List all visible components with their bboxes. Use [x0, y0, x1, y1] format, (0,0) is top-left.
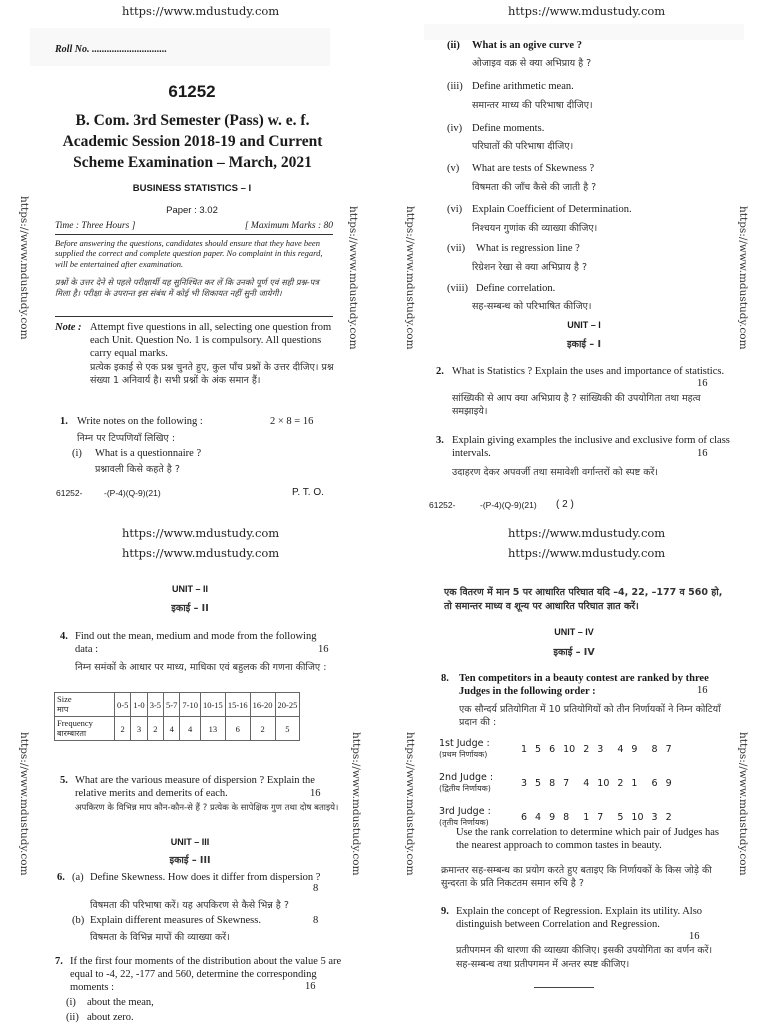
item-text: Define moments.	[472, 123, 545, 134]
q8-instruction: Use the rank correlation to determine which pair of Judges has the nearest approach to common tastes in beauty.	[456, 827, 719, 852]
table-cell: 13	[200, 717, 225, 741]
item-text-hi: ओजाइव वक्र से क्या अभिप्राय है ?	[472, 58, 592, 69]
q2-text-hi: सांख्यिकी से आप क्या अभिप्राय है ? सांख्यिकी की उपयोगिता तथा महत्व समझाइये।	[452, 393, 701, 418]
table-cell: 5-7	[164, 693, 180, 717]
paper-number: Paper : 3.02	[166, 205, 218, 216]
judge-name-hi: (प्रथम निर्णायक)	[439, 750, 488, 759]
item-number: (v)	[447, 163, 460, 174]
footer-page: ( 2 )	[556, 499, 574, 510]
title-line: B. Com. 3rd Semester (Pass) w. e. f.	[75, 112, 310, 129]
rank-table	[439, 738, 676, 828]
frequency-table	[54, 692, 300, 741]
footer-pto: P. T. O.	[292, 487, 324, 498]
q7-number: 7.	[55, 956, 63, 967]
rank-cell: 3	[597, 743, 604, 755]
spacer-row	[439, 760, 676, 772]
table-cell: 5	[275, 717, 300, 741]
judge-label	[439, 772, 517, 794]
q6b-text-hi: विषमता के विभिन्न मापों की व्याख्या करें।	[90, 932, 230, 943]
item-text-hi: विषमता की जाँच कैसे की जाती है ?	[472, 182, 597, 193]
item-text-hi: समान्तर माध्य की परिभाषा दीजिए।	[472, 100, 593, 111]
rank-cell: 1	[631, 777, 638, 789]
judge-label	[439, 738, 517, 760]
table-row	[439, 806, 676, 828]
rank-cell: 3	[521, 777, 528, 789]
instruction-hi: प्रश्नों के उत्तर देने से पहले परीक्षार्थी यह सुनिश्चित कर लें कि उनको पूर्ण एवं सही प्रश्न-पत्र मिला है। परीक्षा के उपरान्त इस संबंध में कोई भी शिकायत नहीं सुनी जायेगी।	[55, 277, 319, 298]
q7-marks: 16	[305, 981, 316, 992]
item-number: (vi)	[447, 204, 463, 215]
spacer	[439, 794, 676, 806]
judge-name-hi: (तृतीय निर्णायक)	[439, 818, 489, 827]
item-text: Explain Coefficient of Determination.	[472, 204, 632, 215]
q8-marks: 16	[697, 685, 708, 696]
unit-heading: UNIT – I	[567, 320, 601, 330]
judge-name: 2nd Judge :	[439, 772, 494, 783]
rank-cell: 5	[617, 811, 624, 823]
rank-cell: 10	[563, 743, 576, 755]
subject-title: BUSINESS STATISTICS – I	[132, 183, 252, 194]
header-url[interactable]: https://www.mdustudy.com	[122, 526, 280, 540]
q9-number: 9.	[441, 906, 449, 917]
q8-number: 8.	[441, 673, 449, 684]
note-label: Note :	[55, 322, 82, 333]
size-label-hi: माप	[57, 705, 69, 714]
rank-cell: 4	[617, 743, 624, 755]
side-url[interactable]: https://www.mdustudy.com	[347, 206, 359, 350]
judge-name: 3rd Judge :	[439, 806, 491, 817]
item-number: (ii)	[447, 40, 460, 51]
paper-code: 61252	[168, 82, 216, 101]
q9-text: Explain the concept of Regression. Explain its utility. Also distinguish between Correlation and Regression.	[456, 906, 703, 931]
rank-cell: 5	[535, 743, 542, 755]
rank-cell: 6	[549, 743, 556, 755]
footer-set: -(P-4)(Q-9)(21)	[104, 488, 161, 498]
q5-number: 5.	[60, 775, 68, 786]
q3-marks: 16	[697, 448, 708, 459]
rank-cell: 8	[549, 777, 556, 789]
q2-text: What is Statistics ? Explain the uses and importance of statistics.	[452, 366, 725, 377]
q6a-num: (a)	[72, 872, 84, 883]
table-cell: 4	[164, 717, 180, 741]
unit-heading: UNIT – IV	[554, 627, 594, 637]
rank-cell: 2	[665, 811, 672, 823]
header-url[interactable]: https://www.mdustudy.com	[122, 546, 280, 560]
unit-heading: UNIT – III	[170, 837, 210, 847]
q8-text: Ten competitors in a beauty contest are ranked by three Judges in the following order :	[459, 673, 709, 698]
q8-text-hi: एक सौन्दर्य प्रतियोगिता में 10 प्रतियोगियों को तीन निर्णायकों ने निम्न कोटियाँ प्रदान की :	[459, 704, 721, 729]
q1-number: 1.	[60, 416, 68, 427]
side-url[interactable]: https://www.mdustudy.com	[737, 206, 749, 350]
q4-number: 4.	[60, 631, 68, 642]
item-text-hi: रिग्रेशन रेखा से क्या अभिप्राय है ?	[472, 262, 588, 273]
header-url[interactable]: https://www.mdustudy.com	[508, 526, 666, 540]
table-cell: 3-5	[147, 693, 163, 717]
title-line: Academic Session 2018-19 and Current	[62, 133, 323, 150]
rank-cell: 4	[583, 777, 590, 789]
footer-code: 61252-	[56, 488, 83, 498]
time-label: Time : Three Hours ]	[55, 221, 136, 231]
title-line: Scheme Examination – March, 2021	[73, 154, 312, 171]
item-text-hi: निश्चयन गुणांक की व्याख्या कीजिए।	[472, 223, 598, 234]
instruction-en: Before answering the questions, candidates should ensure that they have been supplied the correct and complete question paper. No complaint in this regard, will be entertained after examination.	[55, 238, 323, 269]
unit-heading-hi: इकाई – IV	[553, 647, 595, 658]
rank-cell: 9	[631, 743, 638, 755]
q4-text: Find out the mean, medium and mode from the following data :	[75, 631, 317, 656]
table-cell: 16-20	[250, 693, 275, 717]
rank-cell: 10	[597, 777, 610, 789]
table-cell: 2	[147, 717, 163, 741]
table-cell: 2	[115, 717, 131, 741]
divider	[55, 316, 333, 317]
q3-text-hi: उदाहरण देकर अपवर्जी तथा समावेशी वर्गान्तरों को स्पष्ट करें।	[452, 467, 659, 478]
roll-number: Roll No. ..............................	[55, 44, 167, 55]
q6a-text-hi: विषमता की परिभाषा करें। यह अपकिरण से कैसे भिन्न है ?	[90, 900, 289, 911]
q7-ii-num: (ii)	[66, 1012, 79, 1023]
judge-name: 1st Judge :	[439, 738, 490, 749]
judge-name-hi: (द्वितीय निर्णायक)	[439, 784, 491, 793]
item-text-hi: परिघातों की परिभाषा दीजिए।	[472, 141, 574, 152]
note-hi: प्रत्येक इकाई से एक प्रश्न चुनते हुए, कुल पाँच प्रश्नों के उत्तर दीजिए। प्रश्न संख्या 1 अनिवार्य है। सभी प्रश्नों के अंक समान हैं।	[90, 362, 334, 386]
table-cell: 15-16	[225, 693, 250, 717]
q7-text: If the first four moments of the distribution about the value 5 are equal to -4, 22, -177 and 560, determine the corresponding moments :	[70, 956, 342, 994]
q5-marks: 16	[310, 788, 321, 799]
table-cell	[55, 717, 115, 741]
rank-cell: 3	[651, 811, 658, 823]
rank-cell: 6	[651, 777, 658, 789]
q1-text: Write notes on the following :	[77, 416, 203, 427]
q6b-num: (b)	[72, 915, 85, 926]
side-url[interactable]: https://www.mdustudy.com	[404, 732, 416, 876]
item-text: Define correlation.	[476, 283, 556, 294]
q6b-marks: 8	[313, 915, 319, 926]
q5-text-hi: अपकिरण के विभिन्न माप कौन-कौन-से हैं ? प्रत्येक के सापेक्षिक गुण तथा दोष बताइये।	[75, 803, 339, 813]
item-text: What is an ogive curve ?	[472, 40, 582, 51]
q6b-text: Explain different measures of Skewness.	[90, 915, 261, 926]
page-3	[0, 512, 384, 1024]
q1-i-text: What is a questionnaire ?	[95, 448, 202, 459]
q1-i-hi: प्रश्नावली किसे कहते है ?	[95, 464, 180, 475]
q1-text-hi: निम्न पर टिप्पणियाँ लिखिए :	[77, 433, 176, 444]
page-4	[384, 512, 768, 1024]
q4-marks: 16	[318, 644, 329, 655]
rank-cell: 7	[563, 777, 570, 789]
item-text: What are tests of Skewness ?	[472, 163, 595, 174]
table-cell	[55, 693, 115, 717]
table-cell: 0-5	[115, 693, 131, 717]
item-number: (iii)	[447, 81, 463, 92]
header-url[interactable]: https://www.mdustudy.com	[122, 4, 280, 18]
max-marks: [ Maximum Marks : 80	[244, 221, 333, 231]
header-url[interactable]: https://www.mdustudy.com	[508, 4, 666, 18]
q9-marks: 16	[689, 931, 700, 942]
table-cell: 6	[225, 717, 250, 741]
rank-cell: 7	[665, 743, 672, 755]
side-url[interactable]: https://www.mdustudy.com	[18, 196, 30, 340]
page-2	[384, 0, 768, 512]
q7-ii-text: about zero.	[87, 1012, 134, 1023]
rank-cell: 2	[583, 743, 590, 755]
q1-i-num: (i)	[72, 448, 82, 459]
table-cell: 4	[180, 717, 201, 741]
rank-cell: 9	[549, 811, 556, 823]
q7-i-text: about the mean,	[87, 997, 154, 1008]
rank-cell: 9	[665, 777, 672, 789]
unit-heading: UNIT – II	[171, 584, 208, 594]
item-text: What is regression line ?	[476, 243, 580, 254]
unit-heading-hi: इकाई – III	[169, 855, 211, 866]
rank-cell: 2	[617, 777, 624, 789]
q3-number: 3.	[436, 435, 444, 446]
q8-instruction-hi: क्रमान्तर सह-सम्बन्ध का प्रयोग करते हुए बताइए कि निर्णायकों के किस जोड़े की सुन्दरता के प्रति निकटतम समान रुचि है ?	[441, 865, 712, 890]
page-1	[0, 0, 384, 512]
side-url[interactable]: https://www.mdustudy.com	[350, 732, 362, 876]
side-url[interactable]: https://www.mdustudy.com	[737, 732, 749, 876]
footer-code: 61252-	[429, 500, 456, 510]
item-number: (vii)	[447, 243, 466, 254]
frequency-label: Frequency	[57, 718, 93, 728]
rank-cell: 1	[583, 811, 590, 823]
size-label: Size	[57, 694, 72, 704]
footer-set: -(P-4)(Q-9)(21)	[480, 500, 537, 510]
rank-cell: 8	[651, 743, 658, 755]
table-row	[439, 772, 676, 794]
q9-text-hi: प्रतीपगमन की धारणा की व्याख्या कीजिए। इसकी उपयोगिता का वर्णन करें। सह-सम्बन्ध तथा प्रतीपगमन में अन्तर स्पष्ट कीजिए।	[456, 945, 713, 970]
end-rule	[534, 987, 594, 988]
spacer	[439, 760, 676, 772]
q6a-marks: 8	[313, 883, 319, 894]
q3-text: Explain giving examples the inclusive and exclusive form of class intervals.	[452, 435, 730, 460]
table-cell: 1-0	[131, 693, 147, 717]
judge-label	[439, 806, 517, 828]
table-row	[55, 717, 300, 741]
note-en: Attempt five questions in all, selecting one question from each Unit. Question No. 1 is compulsory. All questions carry equal marks.	[90, 322, 332, 360]
table-cell: 3	[131, 717, 147, 741]
rank-cell: 1	[521, 743, 528, 755]
rank-cell: 4	[535, 811, 542, 823]
exam-title	[25, 110, 360, 173]
time-marks-row	[55, 221, 333, 235]
q6a-text: Define Skewness. How does it differ from dispersion ?	[90, 872, 321, 883]
item-number: (viii)	[447, 283, 468, 294]
header-url[interactable]: https://www.mdustudy.com	[508, 546, 666, 560]
table-cell: 2	[250, 717, 275, 741]
scan-noise	[424, 24, 744, 40]
q2-marks: 16	[697, 378, 708, 389]
item-number: (iv)	[447, 123, 463, 134]
side-url[interactable]: https://www.mdustudy.com	[18, 732, 30, 876]
spacer-row	[439, 794, 676, 806]
q5-text: What are the various measure of dispersion ? Explain the relative merits and demerits of each.	[75, 775, 315, 800]
q1-marks: 2 × 8 = 16	[270, 416, 314, 427]
rank-cell: 10	[631, 811, 644, 823]
unit-heading-hi: इकाई – II	[171, 603, 209, 614]
q2-number: 2.	[436, 366, 444, 377]
unit-heading-hi: इकाई – I	[567, 339, 601, 350]
side-url[interactable]: https://www.mdustudy.com	[404, 206, 416, 350]
table-cell: 20-25	[275, 693, 300, 717]
q7-continued-hi: एक वितरण में मान 5 पर आधारित परिघात यदि –4, 22, –177 व 560 हो, तो समान्तर माध्य व शून्य पर आधारित परिघात ज्ञात करें।	[444, 587, 723, 613]
item-text: Define arithmetic mean.	[472, 81, 574, 92]
q7-i-num: (i)	[66, 997, 76, 1008]
table-cell: 7-10	[180, 693, 201, 717]
rank-cell: 8	[563, 811, 570, 823]
q6-number: 6.	[57, 872, 65, 883]
table-row	[55, 693, 300, 717]
table-cell: 10-15	[200, 693, 225, 717]
frequency-label-hi: बारम्बारता	[57, 729, 87, 738]
item-text-hi: सह-सम्बन्ध को परिभाषित कीजिए।	[472, 301, 592, 312]
q4-text-hi: निम्न समंकों के आधार पर माध्य, माधिका एवं बहुलक की गणना कीजिए :	[75, 662, 327, 673]
rank-cell: 7	[597, 811, 604, 823]
rank-cell: 6	[521, 811, 528, 823]
table-row	[439, 738, 676, 760]
rank-cell: 5	[535, 777, 542, 789]
